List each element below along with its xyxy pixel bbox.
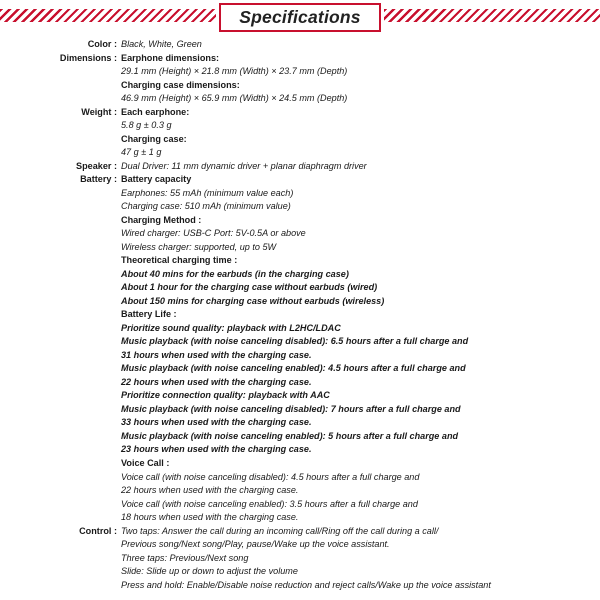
spec-value: 22 hours when used with the charging case. [121, 485, 299, 496]
decorative-stripes-right [384, 9, 600, 22]
spec-value: Three taps: Previous/Next song [121, 552, 249, 563]
spec-value: Wired charger: USB-C Port: 5V-0.5A or above [121, 228, 306, 239]
spec-value: Music playback (with noise canceling disabled): 6.5 hours after a full charge and [121, 336, 469, 347]
page-title: Specifications [239, 7, 361, 27]
spec-row-color [0, 38, 600, 52]
spec-label: Color : [87, 39, 117, 49]
spec-row-battery [0, 173, 600, 187]
decorative-stripes-left [0, 9, 216, 22]
spec-value: Slide: Slide up or down to adjust the volume [121, 566, 298, 577]
spec-value: 23 hours when used with the charging case. [121, 444, 312, 455]
spec-row-weight [0, 106, 600, 120]
spec-value: 47 g ± 1 g [121, 147, 162, 158]
spec-list [0, 38, 600, 592]
spec-value: About 1 hour for the charging case without earbuds (wired) [121, 282, 378, 293]
spec-value: 33 hours when used with the charging case. [121, 417, 312, 428]
spec-value: 22 hours when used with the charging case. [121, 376, 312, 387]
spec-subheading: Battery capacity [121, 174, 192, 185]
spec-value: Wireless charger: supported, up to 5W [121, 241, 277, 252]
spec-row-control [0, 525, 600, 539]
title-box [219, 3, 381, 32]
spec-value: Prioritize connection quality: playback with AAC [121, 390, 330, 401]
spec-value: 31 hours when used with the charging case. [121, 349, 312, 360]
spec-value: Dual Driver: 11 mm dynamic driver + planar diaphragm driver [121, 160, 367, 171]
spec-row-dimensions [0, 52, 600, 66]
spec-value: Music playback (with noise canceling enabled): 4.5 hours after a full charge and [121, 363, 466, 374]
spec-value: Music playback (with noise canceling disabled): 7 hours after a full charge and [121, 403, 461, 414]
spec-subheading: Voice Call : [121, 457, 170, 468]
spec-value: About 40 mins for the earbuds (in the charging case) [121, 268, 349, 279]
spec-value: 46.9 mm (Height) × 65.9 mm (Width) × 24.5 mm (Depth) [121, 93, 348, 104]
spec-value: 18 hours when used with the charging case. [121, 512, 299, 523]
spec-value: Voice call (with noise canceling enabled): 3.5 hours after a full charge and [121, 498, 418, 509]
spec-value: Previous song/Next song/Play, pause/Wake up the voice assistant. [121, 539, 390, 550]
spec-subheading: Theoretical charging time : [121, 255, 238, 266]
spec-value: Prioritize sound quality: playback with L2HC/LDAC [121, 322, 341, 333]
spec-value: Earphones: 55 mAh (minimum value each) [121, 187, 294, 198]
spec-value: About 150 mins for charging case without earbuds (wireless) [121, 295, 385, 306]
spec-label: Weight : [81, 106, 117, 117]
spec-subheading: Each earphone: [121, 106, 190, 117]
spec-label: Control : [79, 525, 117, 536]
header-banner [0, 0, 600, 40]
spec-subheading: Charging Method : [121, 214, 202, 225]
spec-value: Press and hold: Enable/Disable noise reduction and reject calls/Wake up the voice assistant [121, 579, 491, 590]
spec-value: 5.8 g ± 0.3 g [121, 120, 172, 131]
spec-label: Speaker : [76, 160, 117, 171]
spec-value: Music playback (with noise canceling enabled): 5 hours after a full charge and [121, 430, 459, 441]
spec-value: Voice call (with noise canceling disabled): 4.5 hours after a full charge and [121, 471, 420, 482]
spec-subheading: Charging case dimensions: [121, 79, 240, 90]
spec-subheading: Charging case: [121, 133, 187, 144]
spec-label: Battery : [80, 174, 117, 185]
spec-value: 29.1 mm (Height) × 21.8 mm (Width) × 23.7 mm (Depth) [121, 66, 348, 77]
spec-subheading: Battery Life : [121, 309, 177, 320]
spec-value: Two taps: Answer the call during an incoming call/Ring off the call during a call/ [121, 525, 439, 536]
spec-label: Dimensions : [59, 52, 117, 63]
spec-value: Black, White, Green [121, 39, 202, 49]
spec-value: Charging case: 510 mAh (minimum value) [121, 201, 291, 212]
spec-subheading: Earphone dimensions: [121, 52, 220, 63]
spec-row-speaker [0, 160, 600, 174]
